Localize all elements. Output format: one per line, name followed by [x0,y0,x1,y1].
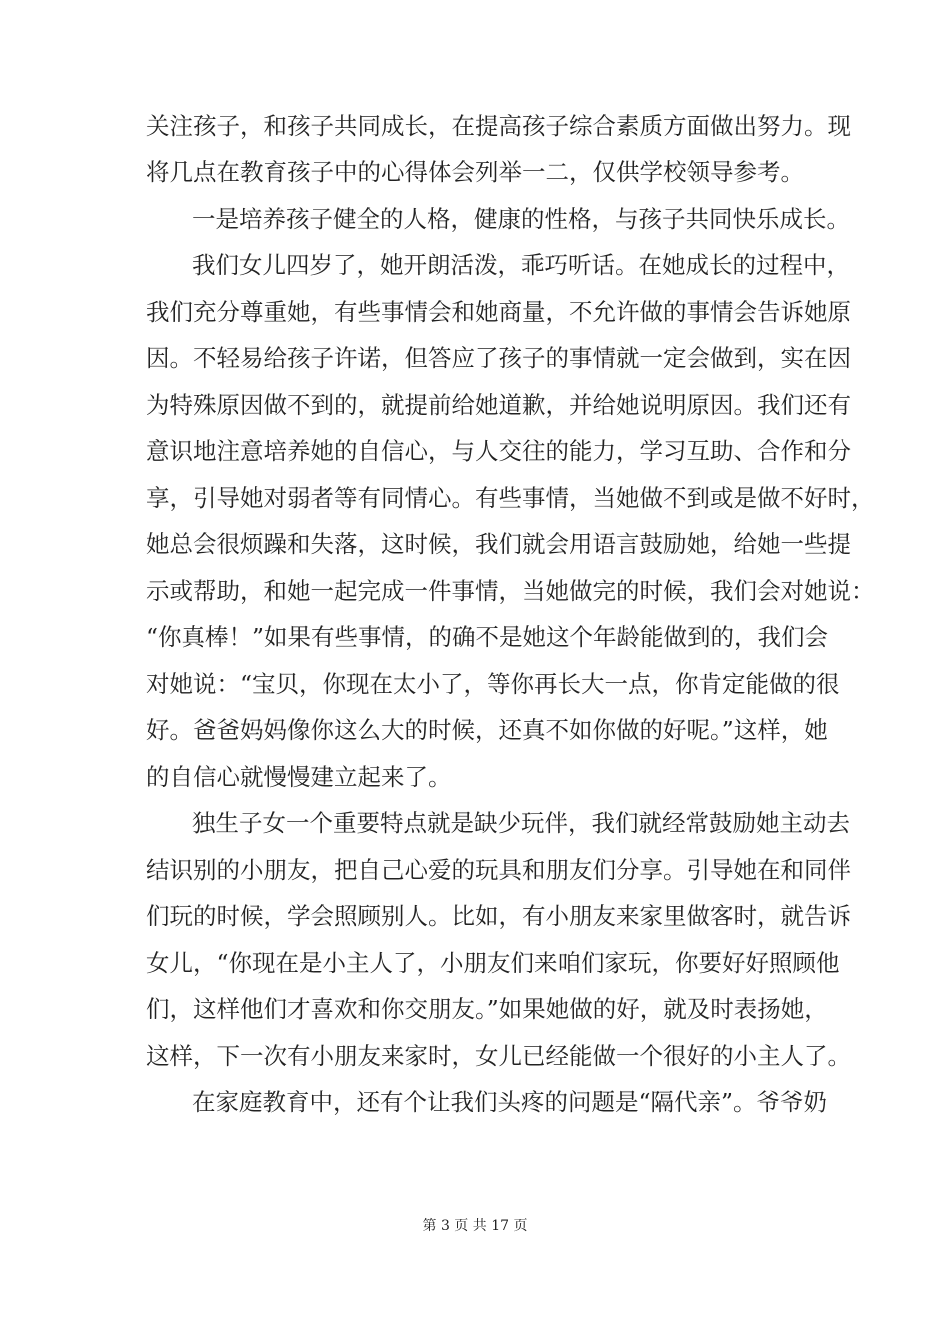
text-line: 她总会很烦躁和失落，这时候，我们就会用语言鼓励她，给她一些提 [146,530,851,558]
text-line: 因。不轻易给孩子许诺，但答应了孩子的事情就一定会做到，实在因 [146,344,851,372]
text-line: 将几点在教育孩子中的心得体会列举一二，仅供学校领导参考。 [146,158,804,186]
text-line: 的自信心就慢慢建立起来了。 [146,763,452,791]
text-line: 这样，下一次有小朋友来家时，女儿已经能做一个很好的小主人了。 [146,1042,851,1070]
text-line: 对她说：“宝贝，你现在太小了，等你再长大一点，你肯定能做的很 [146,670,840,698]
text-line: 为特殊原因做不到的，就提前给她道歉，并给她说明原因。我们还有 [146,391,851,419]
text-line: 示或帮助，和她一起完成一件事情，当她做完的时候，我们会对她说： [146,577,875,605]
text-line: 好。爸爸妈妈像你这么大的时候，还真不如你做的好呢。”这样，她 [146,716,828,744]
text-line: “你真棒！”如果有些事情，的确不是她这个年龄能做到的，我们会 [146,623,829,651]
text-line: 我们充分尊重她，有些事情会和她商量，不允许做的事情会告诉她原 [146,298,851,326]
text-line: 们玩的时候，学会照顾别人。比如，有小朋友来家里做客时，就告诉 [146,902,851,930]
text-line: 结识别的小朋友，把自己心爱的玩具和朋友们分享。引导她在和同伴 [146,856,851,884]
page-number-footer: 第 3 页 共 17 页 [422,1218,528,1234]
text-line: 独生子女一个重要特点就是缺少玩伴，我们就经常鼓励她主动去 [192,809,850,837]
text-line: 意识地注意培养她的自信心，与人交往的能力，学习互助、合作和分 [146,437,851,465]
text-line: 享，引导她对弱者等有同情心。有些事情，当她做不到或是做不好时， [146,484,875,512]
text-line: 们，这样他们才喜欢和你交朋友。”如果她做的好，就及时表扬她， [146,995,828,1023]
text-line: 我们女儿四岁了，她开朗活泼，乖巧听话。在她成长的过程中， [192,251,850,279]
text-line: 一是培养孩子健全的人格，健康的性格，与孩子共同快乐成长。 [192,205,850,233]
text-line: 女儿，“你现在是小主人了，小朋友们来咱们家玩，你要好好照顾他 [146,949,840,977]
text-line: 关注孩子，和孩子共同成长，在提高孩子综合素质方面做出努力。现 [146,112,851,140]
text-line: 在家庭教育中，还有个让我们头疼的问题是“隔代亲”。爷爷奶 [192,1088,828,1116]
